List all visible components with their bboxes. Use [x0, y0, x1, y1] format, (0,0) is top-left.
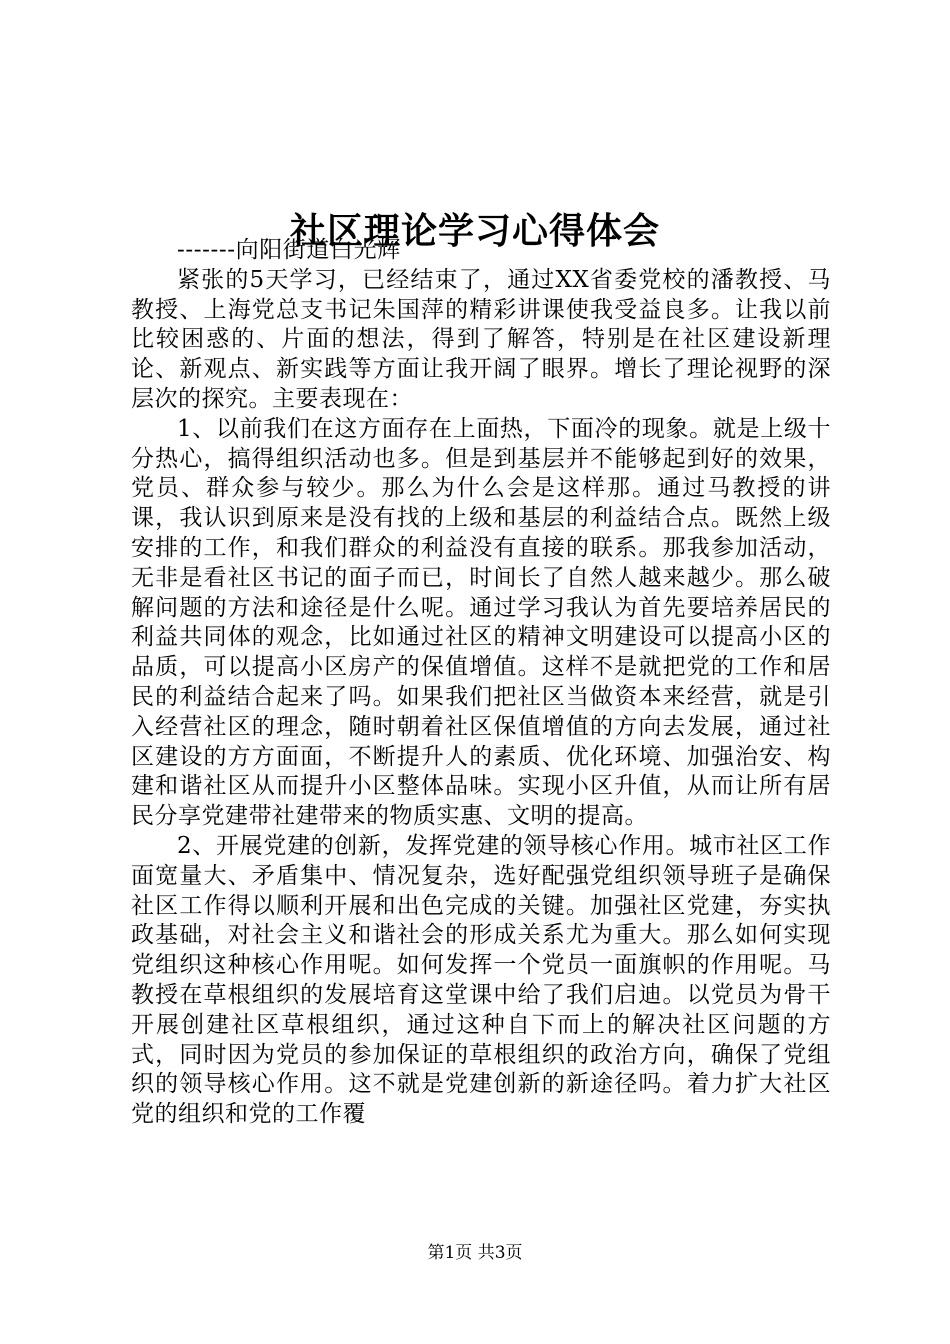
document-title: 社区理论学习心得体会: [289, 211, 660, 253]
author-byline: -------向阳街道白光辉: [177, 237, 401, 263]
paragraph-point-1: 1、以前我们在这方面存在上面热，下面冷的现象。就是上级十分热心，搞得组织活动也多。但是到基层并不能够起到好的效果，党员、群众参与较少。那么为什么会是这样那。通过马教授的讲课，我认识到原来是没有找的上级和基层的利益结合点。既然上级安排的工作，和我们群众的利益没有直接的联系。那我参加活动，无非是看社区书记的面子而已，时间长了自然人越来越少。那么破解问题的方法和途径是什么呢。通过学习我认为首先要培养居民的利益共同体的观念，比如通过社区的精神文明建设可以提高小区的品质，可以提高小区房产的保值增值。这样不是就把党的工作和居民的利益结合起来了吗。如果我们把社区当做资本来经营，就是引入经营社区的理念，随时朝着社区保值增值的方向去发展，通过社区建设的方方面面，不断提升人的素质、优化环境、加强治安、构建和谐社区从而提升小区整体品味。实现小区升值，从而让所有居民分享党建带社建带来的物质实惠、文明的提高。: [131, 415, 831, 830]
page-number-footer: 第1页 共3页: [427, 1243, 523, 1263]
paragraph-point-2: 2、开展党建的创新，发挥党建的领导核心作用。城市社区工作面宽量大、矛盾集中、情况复杂，选好配强党组织领导班子是确保社区工作得以顺利开展和出色完成的关键。加强社区党建，夯实执政基础，对社会主义和谐社会的形成关系尤为重大。那么如何实现党组织这种核心作用呢。如何发挥一个党员一面旗帜的作用呢。马教授在草根组织的发展培育这堂课中给了我们启迪。以党员为骨干开展创建社区草根组织，通过这种自下而上的解决社区问题的方式，同时因为党员的参加保证的草根组织的政治方向，确保了党组织的领导核心作用。这不就是党建创新的新途径吗。着力扩大社区党的组织和党的工作覆: [131, 832, 831, 1128]
document-body: [131, 236, 831, 1130]
paragraph-intro: 紧张的5天学习，已经结束了，通过XX省委党校的潘教授、马教授、上海党总支书记朱国萍的精彩讲课使我受益良多。让我以前比较困惑的、片面的想法，得到了解答，特别是在社区建设新理论、新观点、新实践等方面让我开阔了眼界。增长了理论视野的深层次的探究。主要表现在：: [131, 266, 831, 412]
